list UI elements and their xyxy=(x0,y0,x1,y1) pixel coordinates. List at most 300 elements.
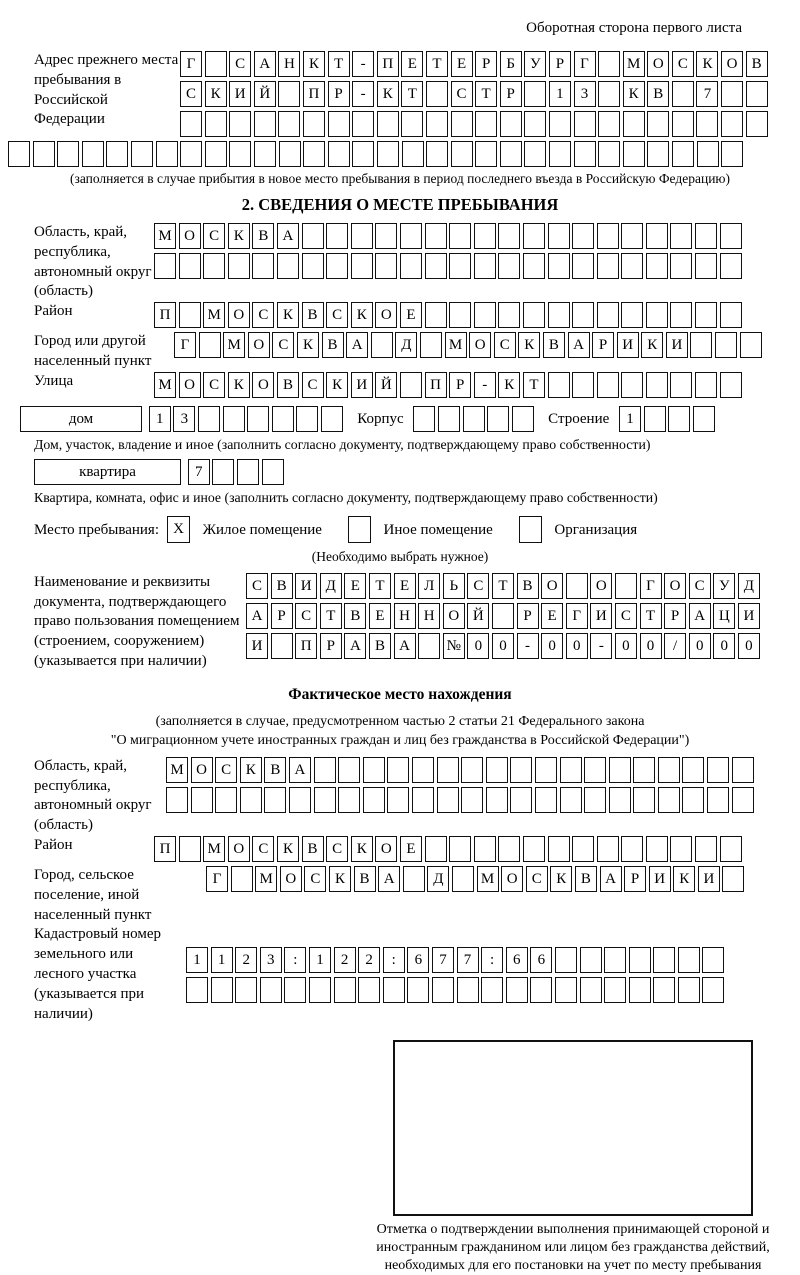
char-box xyxy=(560,787,582,813)
option-other-premises-label: Иное помещение xyxy=(383,522,493,539)
char-box xyxy=(328,111,350,137)
region-row-1 xyxy=(154,223,744,251)
char-box xyxy=(179,836,201,862)
char-box: С xyxy=(451,81,473,107)
char-box xyxy=(678,947,700,973)
char-box xyxy=(387,757,409,783)
actual-location-caption-1: (заполняется в случае, предусмотренном частью 2 статьи 21 Федерального закона xyxy=(155,713,645,729)
char-box xyxy=(572,836,594,862)
char-box: Е xyxy=(451,51,473,77)
char-box: - xyxy=(590,633,612,659)
char-box xyxy=(498,223,520,249)
char-box xyxy=(254,111,276,137)
actual-city-block xyxy=(34,866,800,925)
char-box xyxy=(598,51,620,77)
char-box xyxy=(303,111,325,137)
char-box xyxy=(363,757,385,783)
char-box xyxy=(180,141,202,167)
char-box: Р xyxy=(271,603,293,629)
char-box: 1 xyxy=(211,947,233,973)
apartment-type-box: квартира xyxy=(34,459,181,485)
char-box xyxy=(715,332,737,358)
char-box xyxy=(697,141,719,167)
char-box xyxy=(647,111,669,137)
char-box: К xyxy=(696,51,718,77)
char-box xyxy=(644,406,666,432)
char-box: О xyxy=(664,573,686,599)
house-number-cells xyxy=(149,406,346,434)
char-box xyxy=(604,977,626,1003)
char-box xyxy=(426,141,448,167)
house-row xyxy=(20,406,800,436)
char-box xyxy=(670,836,692,862)
char-box: О xyxy=(469,332,491,358)
char-box: С xyxy=(203,372,225,398)
char-box xyxy=(506,977,528,1003)
char-box xyxy=(403,866,425,892)
char-box xyxy=(658,757,680,783)
char-box xyxy=(252,253,274,279)
char-box xyxy=(278,81,300,107)
house-type-box: дом xyxy=(20,406,142,432)
char-box: С xyxy=(304,866,326,892)
char-box xyxy=(418,633,440,659)
char-box: X xyxy=(167,516,190,543)
char-box: Р xyxy=(517,603,539,629)
char-box xyxy=(580,947,602,973)
char-box xyxy=(707,787,729,813)
char-box xyxy=(106,141,128,167)
char-box xyxy=(597,302,619,328)
char-box xyxy=(609,757,631,783)
char-box xyxy=(277,253,299,279)
char-box xyxy=(166,787,188,813)
char-box: М xyxy=(223,332,245,358)
char-box xyxy=(597,253,619,279)
char-box: К xyxy=(351,302,373,328)
char-box: С xyxy=(494,332,516,358)
char-box xyxy=(566,573,588,599)
char-box xyxy=(437,787,459,813)
cadastre-block xyxy=(34,925,800,1024)
char-box: М xyxy=(203,836,225,862)
char-box: В xyxy=(271,573,293,599)
char-box xyxy=(621,836,643,862)
char-box xyxy=(400,372,422,398)
char-box xyxy=(296,406,318,432)
char-box: О xyxy=(248,332,270,358)
char-box xyxy=(598,81,620,107)
street-row xyxy=(154,372,744,400)
char-box xyxy=(437,757,459,783)
char-box xyxy=(186,977,208,1003)
char-box xyxy=(623,111,645,137)
actual-district-label: Район xyxy=(34,836,73,853)
char-box xyxy=(646,836,668,862)
char-box xyxy=(254,141,276,167)
char-box: Р xyxy=(320,633,342,659)
char-box xyxy=(523,302,545,328)
char-box xyxy=(475,141,497,167)
char-box xyxy=(629,977,651,1003)
char-box xyxy=(363,787,385,813)
document-row-3 xyxy=(246,633,762,661)
char-box: Й xyxy=(254,81,276,107)
char-box xyxy=(400,253,422,279)
char-box xyxy=(401,111,423,137)
char-box: И xyxy=(590,603,612,629)
char-box: А xyxy=(344,633,366,659)
char-box xyxy=(412,757,434,783)
char-box: О xyxy=(501,866,523,892)
char-box: М xyxy=(203,302,225,328)
char-box xyxy=(524,141,546,167)
char-box xyxy=(328,141,350,167)
char-box xyxy=(678,977,700,1003)
stay-type-note: (Необходимо выбрать нужное) xyxy=(311,548,489,564)
actual-location-caption-2: "О миграционном учете иностранных граждан и лиц без гражданства в Российской Федерации") xyxy=(110,732,690,748)
char-box xyxy=(530,977,552,1003)
house-caption: Дом, участок, владение и иное (заполнить согласно документу, подтверждающему право собственности) xyxy=(34,436,651,452)
char-box xyxy=(732,757,754,783)
char-box xyxy=(486,787,508,813)
stay-type-label: Место пребывания: xyxy=(34,522,159,539)
char-box xyxy=(452,866,474,892)
char-box xyxy=(223,406,245,432)
char-box xyxy=(658,787,680,813)
char-box: О xyxy=(443,603,465,629)
char-box: Т xyxy=(640,603,662,629)
char-box: С xyxy=(526,866,548,892)
char-box xyxy=(449,253,471,279)
char-box xyxy=(211,977,233,1003)
char-box xyxy=(229,141,251,167)
char-box xyxy=(481,977,503,1003)
char-box xyxy=(413,406,435,432)
char-box: 7 xyxy=(457,947,479,973)
stay-type-row xyxy=(34,516,800,546)
stroenie-label: Строение xyxy=(548,410,610,427)
char-box: : xyxy=(481,947,503,973)
city-label: Город или другой населенный пункт xyxy=(34,333,152,369)
char-box xyxy=(548,223,570,249)
actual-district-row xyxy=(154,836,744,864)
char-box: Р xyxy=(664,603,686,629)
char-box: О xyxy=(590,573,612,599)
char-box: М xyxy=(255,866,277,892)
char-box: К xyxy=(228,223,250,249)
char-box xyxy=(426,111,448,137)
char-box: Е xyxy=(401,51,423,77)
char-box xyxy=(720,223,742,249)
char-box xyxy=(523,836,545,862)
char-box xyxy=(326,223,348,249)
char-box xyxy=(284,977,306,1003)
char-box: С xyxy=(672,51,694,77)
char-box xyxy=(555,977,577,1003)
char-box xyxy=(271,633,293,659)
street-label: Улица xyxy=(34,372,74,389)
char-box: 1 xyxy=(549,81,571,107)
confirmation-stamp-box xyxy=(393,1040,753,1216)
char-box xyxy=(412,787,434,813)
char-box xyxy=(203,253,225,279)
char-box xyxy=(352,141,374,167)
char-box: В xyxy=(277,372,299,398)
char-box xyxy=(672,141,694,167)
char-box xyxy=(621,223,643,249)
char-box xyxy=(695,253,717,279)
char-box xyxy=(474,253,496,279)
char-box: 7 xyxy=(432,947,454,973)
char-box: А xyxy=(600,866,622,892)
char-box: М xyxy=(154,223,176,249)
char-box xyxy=(670,302,692,328)
char-box xyxy=(272,406,294,432)
char-box: С xyxy=(215,757,237,783)
char-box: В xyxy=(543,332,565,358)
char-box: 0 xyxy=(713,633,735,659)
actual-district-block xyxy=(34,836,800,866)
char-box: Ц xyxy=(713,603,735,629)
char-box: И xyxy=(295,573,317,599)
street-block xyxy=(34,372,800,402)
char-box: В xyxy=(344,603,366,629)
char-box xyxy=(646,253,668,279)
char-box xyxy=(486,757,508,783)
char-box xyxy=(498,302,520,328)
char-box xyxy=(407,977,429,1003)
actual-location-title: Фактическое место нахождения xyxy=(288,685,512,703)
char-box: К xyxy=(550,866,572,892)
char-box xyxy=(205,51,227,77)
city-block xyxy=(34,332,800,372)
actual-region-label: Область, край, республика, автономный округ (область) xyxy=(34,757,152,834)
char-box xyxy=(264,787,286,813)
char-box xyxy=(289,787,311,813)
char-box xyxy=(334,977,356,1003)
char-box xyxy=(621,253,643,279)
char-box: Т xyxy=(320,603,342,629)
char-box xyxy=(615,573,637,599)
prev-address-row-1 xyxy=(180,51,770,79)
char-box: Р xyxy=(449,372,471,398)
char-box: В xyxy=(252,223,274,249)
char-box xyxy=(425,223,447,249)
char-box xyxy=(621,372,643,398)
char-box: Т xyxy=(492,573,514,599)
char-box: В xyxy=(354,866,376,892)
char-box: 2 xyxy=(358,947,380,973)
char-box xyxy=(131,141,153,167)
document-row-2 xyxy=(246,603,762,631)
char-box: И xyxy=(229,81,251,107)
char-box xyxy=(231,866,253,892)
char-box xyxy=(302,223,324,249)
char-box xyxy=(597,836,619,862)
char-box xyxy=(377,141,399,167)
char-box: В xyxy=(322,332,344,358)
char-box xyxy=(474,836,496,862)
char-box xyxy=(457,977,479,1003)
prev-address-label: Адрес прежнего места пребывания в Российской Федерации xyxy=(34,52,179,128)
char-box: / xyxy=(664,633,686,659)
char-box: О xyxy=(228,836,250,862)
char-box xyxy=(740,332,762,358)
char-box: Е xyxy=(400,302,422,328)
char-box xyxy=(668,406,690,432)
char-box xyxy=(621,302,643,328)
char-box: К xyxy=(240,757,262,783)
char-box xyxy=(425,302,447,328)
char-box: К xyxy=(277,302,299,328)
char-box xyxy=(555,947,577,973)
char-box: 0 xyxy=(640,633,662,659)
char-box xyxy=(237,459,259,485)
char-box: В xyxy=(369,633,391,659)
char-box xyxy=(695,223,717,249)
char-box xyxy=(672,81,694,107)
char-box: С xyxy=(326,836,348,862)
char-box xyxy=(371,332,393,358)
char-box: 7 xyxy=(188,459,210,485)
char-box xyxy=(375,253,397,279)
char-box: П xyxy=(295,633,317,659)
char-box: Р xyxy=(475,51,497,77)
char-box xyxy=(247,406,269,432)
char-box: В xyxy=(517,573,539,599)
prev-address-row-3 xyxy=(180,111,770,139)
char-box xyxy=(463,406,485,432)
char-box xyxy=(695,302,717,328)
char-box: О xyxy=(721,51,743,77)
char-box xyxy=(57,141,79,167)
char-box: П xyxy=(377,51,399,77)
char-box xyxy=(510,757,532,783)
char-box: - xyxy=(352,51,374,77)
char-box: В xyxy=(302,302,324,328)
actual-city-label: Город, сельское поселение, иной населенный пункт xyxy=(34,866,152,923)
char-box: 1 xyxy=(186,947,208,973)
char-box: К xyxy=(498,372,520,398)
apartment-row xyxy=(34,459,800,489)
char-box xyxy=(314,787,336,813)
char-box xyxy=(693,406,715,432)
char-box: Д xyxy=(427,866,449,892)
char-box xyxy=(425,253,447,279)
char-box xyxy=(695,836,717,862)
char-box xyxy=(720,253,742,279)
char-box xyxy=(720,372,742,398)
char-box: Г xyxy=(574,51,596,77)
char-box xyxy=(260,977,282,1003)
char-box: Т xyxy=(369,573,391,599)
char-box xyxy=(524,111,546,137)
option-organization-label: Организация xyxy=(554,522,638,539)
char-box: Г xyxy=(640,573,662,599)
char-box xyxy=(690,332,712,358)
char-box: М xyxy=(166,757,188,783)
char-box: К xyxy=(303,51,325,77)
char-box xyxy=(584,787,606,813)
char-box xyxy=(215,787,237,813)
char-box xyxy=(574,141,596,167)
char-box xyxy=(633,757,655,783)
char-box: В xyxy=(746,51,768,77)
char-box xyxy=(387,787,409,813)
char-box: Л xyxy=(418,573,440,599)
char-box: С xyxy=(689,573,711,599)
char-box xyxy=(461,787,483,813)
checkbox-residential xyxy=(167,516,193,546)
char-box xyxy=(191,787,213,813)
char-box: : xyxy=(383,947,405,973)
char-box: 1 xyxy=(619,406,641,432)
char-box xyxy=(696,111,718,137)
char-box: А xyxy=(277,223,299,249)
char-box xyxy=(451,141,473,167)
char-box: Г xyxy=(206,866,228,892)
char-box xyxy=(549,111,571,137)
char-box: Р xyxy=(328,81,350,107)
char-box xyxy=(351,253,373,279)
char-box xyxy=(695,372,717,398)
char-box xyxy=(598,111,620,137)
char-box: А xyxy=(689,603,711,629)
char-box xyxy=(432,977,454,1003)
char-box: Р xyxy=(500,81,522,107)
korpus-label: Корпус xyxy=(357,410,404,427)
char-box xyxy=(314,757,336,783)
char-box xyxy=(326,253,348,279)
char-box xyxy=(523,253,545,279)
char-box xyxy=(732,787,754,813)
char-box: Й xyxy=(467,603,489,629)
char-box xyxy=(262,459,284,485)
char-box xyxy=(524,81,546,107)
char-box xyxy=(510,787,532,813)
char-box: - xyxy=(352,81,374,107)
char-box: 0 xyxy=(689,633,711,659)
char-box: А xyxy=(568,332,590,358)
page-side-note: Оборотная сторона первого листа xyxy=(526,20,742,36)
char-box xyxy=(475,111,497,137)
char-box: К xyxy=(351,836,373,862)
char-box xyxy=(548,302,570,328)
char-box xyxy=(309,977,331,1003)
char-box: Н xyxy=(418,603,440,629)
apartment-caption: Квартира, комната, офис и иное (заполнить согласно документу, подтверждающему право собственности) xyxy=(34,489,658,505)
char-box xyxy=(572,253,594,279)
region-label: Область, край, республика, автономный округ (область) xyxy=(34,224,152,300)
char-box: С xyxy=(252,836,274,862)
char-box: О xyxy=(647,51,669,77)
char-box xyxy=(572,223,594,249)
char-box xyxy=(474,302,496,328)
char-box: Т xyxy=(426,51,448,77)
char-box xyxy=(500,111,522,137)
char-box xyxy=(180,111,202,137)
char-box: : xyxy=(284,947,306,973)
char-box xyxy=(348,516,371,543)
char-box: Т xyxy=(401,81,423,107)
prev-address-row-4 xyxy=(8,141,800,169)
char-box: Р xyxy=(549,51,571,77)
char-box: 2 xyxy=(235,947,257,973)
char-box: К xyxy=(518,332,540,358)
char-box: Г xyxy=(180,51,202,77)
char-box: М xyxy=(154,372,176,398)
